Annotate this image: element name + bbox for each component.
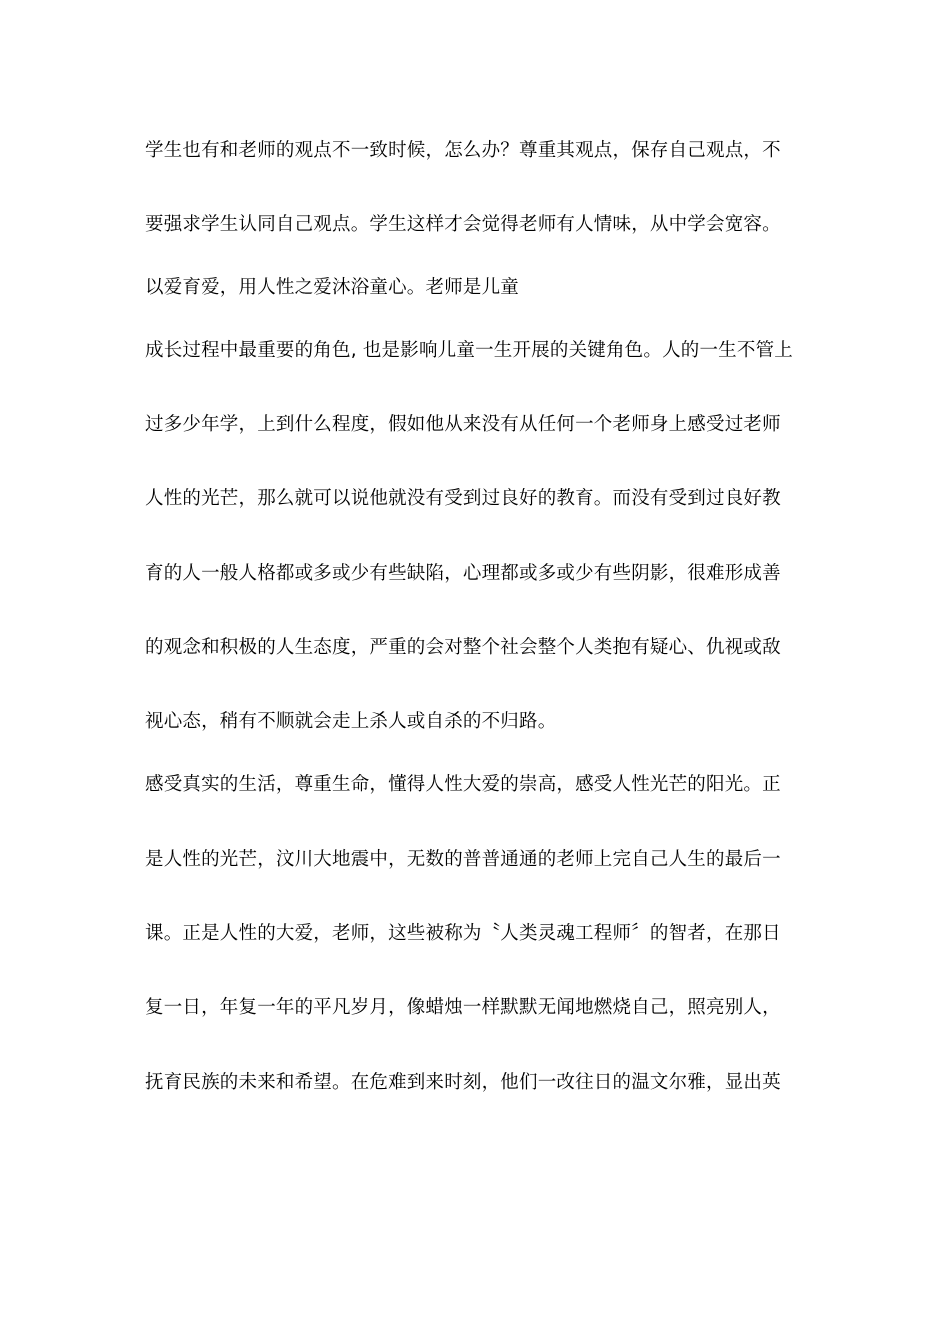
text-line: 复一日，年复一年的平凡岁月，像蜡烛一样默默无闻地燃烧自己，照亮别人，: [145, 997, 781, 1018]
text-line: 学生也有和老师的观点不一致时候，怎么办？尊重其观点，保存自己观点，不: [145, 140, 781, 161]
text-line: 以爱育爱，用人性之爱沐浴童心。老师是儿童: [145, 277, 520, 298]
text-line: 课。正是人性的大爱，老师，这些被称为〝人类灵魂工程师〞的智者，在那日: [145, 923, 781, 944]
text-line: 人性的光芒，那么就可以说他就没有受到过良好的教育。而没有受到过良好教: [145, 488, 781, 509]
text-line: 抚育民族的未来和希望。在危难到来时刻，他们一改往日的温文尔雅，显出英: [145, 1072, 781, 1093]
text-line: 视心态，稍有不顺就会走上杀人或自杀的不归路。: [145, 711, 557, 732]
text-line: 感受真实的生活，尊重生命，懂得人性大爱的崇高，感受人性光芒的阳光。正: [145, 774, 781, 795]
text-line: 成长过程中最重要的角色, 也是影响儿童一生开展的关键角色。人的一生不管上: [145, 340, 793, 361]
text-line: 育的人一般人格都或多或少有些缺陷，心理都或多或少有些阴影，很难形成善: [145, 563, 781, 584]
text-line: 过多少年学，上到什么程度，假如他从来没有从任何一个老师身上感受过老师: [145, 414, 781, 435]
text-line: 要强求学生认同自己观点。学生这样才会觉得老师有人情味，从中学会宽容。: [145, 214, 781, 235]
text-line: 是人性的光芒，汶川大地震中，无数的普普通通的老师上完自己人生的最后一: [145, 849, 781, 870]
text-line: 的观念和积极的人生态度，严重的会对整个社会整个人类抱有疑心、仇视或敌: [145, 637, 781, 658]
